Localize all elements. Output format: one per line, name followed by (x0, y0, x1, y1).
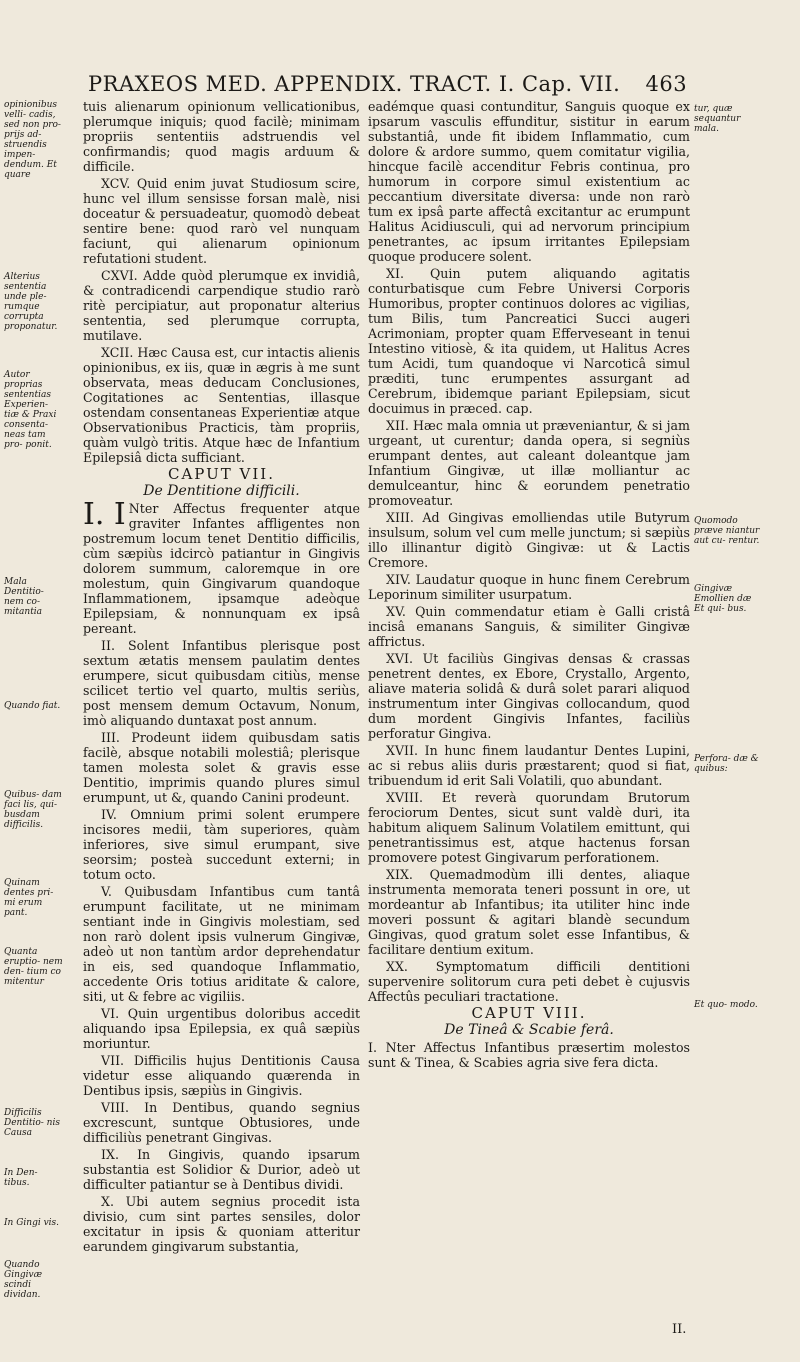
paragraph: XIX. Quemadmodùm illi dentes, aliaque instrumenta memorata teneri possunt in ore, ut mordeantur ab Infantibus; ita utiliter hinc inde moveri possunt & agitari blandè secundum Gingivas, quod gratum solet esse Infantibus, & facilitare dentium exitum. (368, 867, 690, 957)
margin-note: Quinam dentes pri- mi erum pant. (4, 878, 54, 918)
running-header (88, 72, 788, 96)
margin-note: opinionibus velli- cadis, sed non pro- prijs ad- struendis impen- dendum. Et quare (4, 100, 61, 180)
margin-note: Alterius sententia unde ple- rumque corrupta proponatur. (4, 272, 58, 332)
page-number: 463 (645, 72, 688, 96)
paragraph: XCII. Hæc Causa est, cur intactis alienis opinionibus, ex iis, quæ in ægris à me sunt observata, meas deducam Conclusiones, Cogitationes ac Sententias, illasque ostendam consentaneas Experientiæ atque Observationibus Practicis, tàm propriis, quàm vulgò tritis. Atque hæc de Infantium Epilepsiâ dicta sufficiant. (83, 345, 360, 465)
margin-note: Quando Gingivæ scindi dividan. (4, 1260, 43, 1300)
margin-note: Quibus- dam faci lis, qui- busdam difficilis. (4, 790, 62, 830)
paragraph: I. Nter Affectus Infantibus præsertim molestos sunt & Tinea, & Scabies agria sive fera dicta. (368, 1040, 690, 1070)
chapter-heading: CAPUT VII. (167, 465, 275, 483)
margin-note: Gingivæ Emollien dæ Et qui- bus. (694, 584, 752, 614)
margin-note: Quomodo præve niantur aut cu- rentur. (694, 516, 760, 546)
paragraph: III. Prodeunt iidem quibusdam satis facilè, absque notabili molestiâ; plerisque tamen molesta solet & gravis esse Dentitio, imprimis quando plures simul erumpunt, ut &, quando Canini prodeunt. (83, 730, 360, 805)
margin-note: Autor proprias sententias Experien- tiæ & Praxi consenta- neas tam pro- ponit. (4, 370, 57, 450)
paragraph: XII. Hæc mala omnia ut præveniantur, & si jam urgeant, ut curentur; danda opera, si segniùs erumpant dentes, aut caleant doleantque jam Infantium Gingivæ, ut illæ molliantur ac demulceantur, hinc & eorundem penetratio promoveatur. (368, 418, 690, 508)
catchword: II. (672, 1322, 687, 1337)
paragraph: tuis alienarum opinionum vellicationibus, plerumque iniquis; quod facilè; minimam propriis sententiis adstruendis vel confirmandis; quod magis arduum & difficile. (83, 99, 360, 174)
chapter-subtitle: De Dentitione difficili. (143, 483, 300, 499)
margin-note: Difficilis Dentitio- nis Causa (4, 1108, 60, 1138)
paragraph: XV. Quin commendatur etiam è Galli cristâ incisâ emanans Sanguis, & similiter Gingivæ affrictus. (368, 604, 690, 649)
paragraph (83, 497, 360, 636)
paragraph: XI. Quin putem aliquando agitatis conturbatisque cum Febre Universi Corporis Humoribus, propter continuos dolores ac vigilias, tum Bilis, tum Pancreatici Succi augeri Acrimoniam, propter quam Efferveseant in tenui Intestino vitiosè, & ita quidem, ut Halitus Acres tum Acidi, tum quandoque vi Narcoticâ simul præditi, tunc erumpentes assurgant ad Cerebrum, ibidemque pariant Epilepsiam, sicut docuimus in præced. cap. (368, 266, 690, 416)
paragraph: XIII. Ad Gingivas emolliendas utile Butyrum insulsum, solum vel cum melle junctum; si sæpiùs illo illinantur digitò Gingivæ: ut & Lactis Cremore. (368, 510, 690, 570)
paragraph: XX. Symptomatum difficili dentitioni supervenire solitorum cura peti debet è cujusvis Affectûs peculiari tractatione. (368, 959, 690, 1004)
paragraph: eadémque quasi contunditur, Sanguis quoque ex ipsarum vasculis effunditur, sistitur in earum substantiâ, unde fit ibidem Inflammatio, cum dolore & ardore summo, quem comitatur vigilia, hincque facilè accenditur Febris continua, pro humorum in corpore simul existentium ac peccantium diversitate diversa: unde non rarò tum ex ipsâ parte affectâ excitantur ac erumpunt Halitus Acidiusculi, qui ad nervorum principium penetrantes, ac ipsum irritantes Epilepsiam quoque producere solent. (368, 99, 690, 264)
paragraph: XIV. Laudatur quoque in hunc finem Cerebrum Leporinum similiter usurpatum. (368, 572, 690, 602)
running-title: PRAXEOS MED. APPENDIX. TRACT. I. Cap. VII. (88, 72, 621, 96)
margin-note: Et quo- modo. (694, 1000, 758, 1010)
margin-note: tur, quæ sequantur mala. (694, 104, 741, 134)
chapter-subtitle: De Tineâ & Scabie ferâ. (444, 1022, 614, 1038)
paragraph-text: Nter Affectus frequenter atque graviter Infantes affligentes non postremum locum tenet Dentitio difficilis, cùm sæpiùs idcircò patiantur in Gingivis dolorem summum, caloremque in ore molestum, quin Gingivarum quandoque Inflammationem, ipsamque adeòque Epilepsiam, & nonnunquam ex ipsâ pereant. (83, 501, 360, 636)
paragraph: IV. Omnium primi solent erumpere incisores medii, tàm superiores, quàm inferiores, sive simul erumpant, sive seorsim; posteà succedunt externi; in totum octo. (83, 807, 360, 882)
paragraph: XVII. In hunc finem laudantur Dentes Lupini, ac si rebus aliis duris præstarent; quod si fiat, tribuendum id erit Sali Volatili, quo abundant. (368, 743, 690, 788)
margin-note: In Den- tibus. (4, 1168, 38, 1188)
paragraph: XVI. Ut faciliùs Gingivas densas & crassas penetrent dentes, ex Ebore, Crystallo, Argento, aliave materia solidâ & durâ solet parari aliquod instrumentum inter Gingivas collocandum, quod dum mordent Gingivis Infantes, faciliùs perforatur Gingiva. (368, 651, 690, 741)
paragraph: XVIII. Et reverà quorundam Brutorum ferociorum Dentes, sicut sunt valdè duri, ita habitum aliquem Salinum Volatilem emittunt, qui penetrantissimus est, atque hactenus forsan promovere potest Gingivarum perforationem. (368, 790, 690, 865)
drop-cap: I. I (83, 497, 126, 532)
left-column (83, 99, 360, 1256)
paragraph: VII. Difficilis hujus Dentitionis Causa videtur esse aliquando quærenda in Dentibus ipsis, sæpiùs in Gingivis. (83, 1053, 360, 1098)
margin-note: In Gingi vis. (4, 1218, 60, 1228)
paragraph: IX. In Gingivis, quando ipsarum substantia est Solidior & Durior, adeò ut difficulter patiantur se à Dentibus dividi. (83, 1147, 360, 1192)
paragraph: VI. Quin urgentibus doloribus accedit aliquando ipsa Epilepsia, ex quâ sæpiùs moriuntur. (83, 1006, 360, 1051)
chapter-heading: CAPUT VIII. (471, 1004, 587, 1022)
right-column (368, 99, 690, 1072)
margin-note: Quando fiat. (4, 701, 61, 711)
paragraph: CXVI. Adde quòd plerumque ex invidiâ, & contradicendi carpendique studio rarò ritè percipiatur, aut proponatur alterius sententia, sed plerumque corrupta, mutilave. (83, 268, 360, 343)
margin-note: Quanta eruptio- nem den- tium co mitentur (4, 947, 63, 987)
margin-note: Perfora- dæ & quibus: (694, 754, 759, 774)
paragraph: X. Ubi autem segnius procedit ista divisio, cum sint partes sensiles, dolor excitatur in ipsis & quoniam atteritur earundem gingivarum substantia, (83, 1194, 360, 1254)
paragraph: VIII. In Dentibus, quando segnius excrescunt, suntque Obtusiores, unde difficiliùs penetrant Gingivas. (83, 1100, 360, 1145)
paragraph: XCV. Quid enim juvat Studiosum scire, hunc vel illum sensisse forsan malè, nisi doceatur & persuadeatur, quomodò debeat sentire bene: quod rarò vel nunquam faciunt, qui alienarum opinionum refutationi student. (83, 176, 360, 266)
margin-note: Mala Dentitio- nem co- mitantia (4, 577, 44, 617)
paragraph: II. Solent Infantibus plerisque post sextum ætatis mensem paulatim dentes erumpere, sicut quibusdam citiùs, mense scilicet tertio vel quarto, multis seriùs, post mensem demum Octavum, Nonum, imò aliquando duntaxat post annum. (83, 638, 360, 728)
paragraph: V. Quibusdam Infantibus cum tantâ erumpunt facilitate, ut ne minimam sentiant inde in Gingivis molestiam, sed non rarò dolent ipsis vulnerum Gingivæ, adeò ut non tantùm ardor deprehendatur in eis, sed quandoque Inflammatio, accedente Oris totius ariditate & calore, siti, ut & febre ac vigiliis. (83, 884, 360, 1004)
